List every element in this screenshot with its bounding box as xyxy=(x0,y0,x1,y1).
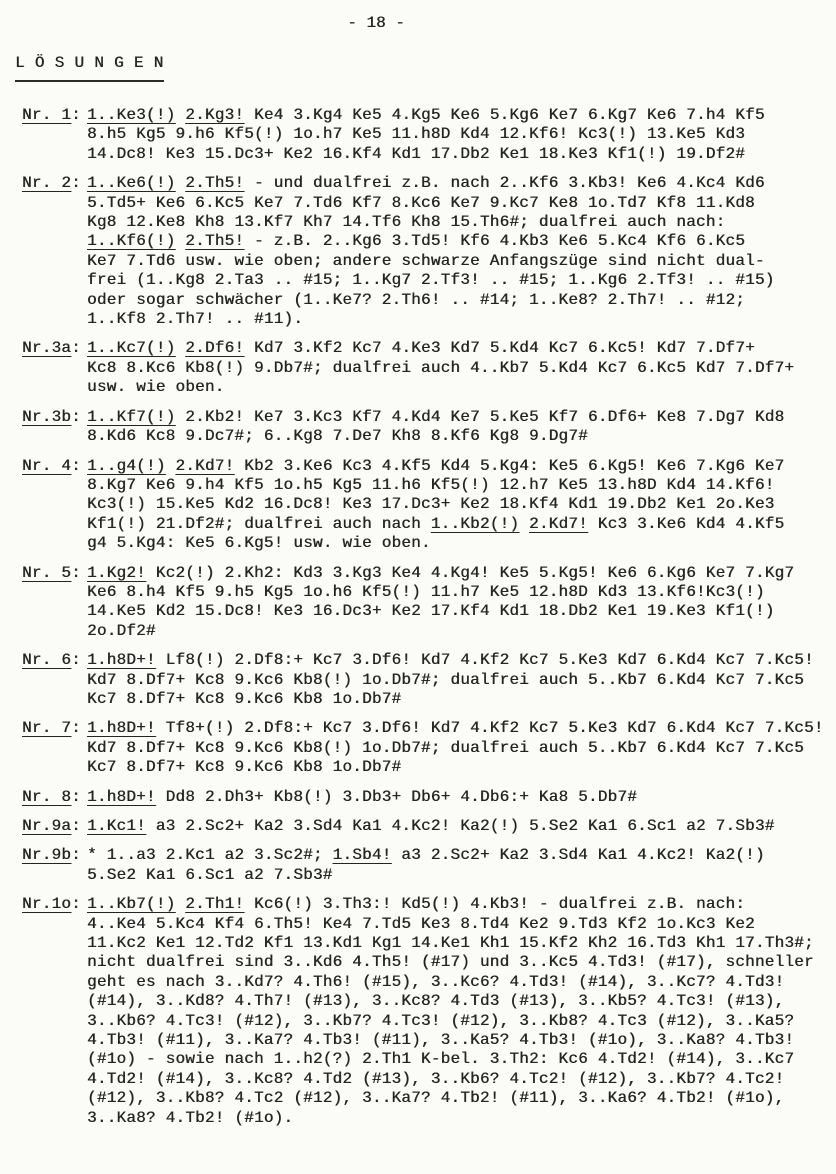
solution-line xyxy=(87,291,836,310)
move-text: Kc7 8.Df7+ Kc8 9.Kc6 Kb8 1o.Db7# xyxy=(87,758,402,777)
solution-line xyxy=(87,866,836,885)
move-text: Dd8 2.Dh3+ Kb8(!) 3.Db3+ Db6+ 4.Db6:+ Ka8 5.Db7# xyxy=(155,787,638,806)
key-move: 1.h8D+! xyxy=(87,651,156,670)
page-title: L Ö S U N G E N xyxy=(15,54,164,82)
solution-line xyxy=(87,622,836,641)
move-text: 4..Ke4 5.Kc4 Kf4 6.Th5! Ke4 7.Td5 Ke3 8.Td4 Ke2 9.Td3 Kf2 1o.Kc3 Ke2 xyxy=(87,914,755,933)
move-text: oder sogar schwächer (1..Ke7? 2.Th6! .. #14; 1..Ke8? 2.Th7! .. #12; xyxy=(87,290,746,309)
move-text: 5.Td5+ Ke6 6.Kc5 Ke7 7.Td6 Kf7 8.Kc6 Ke7 9.Kc7 Ke8 1o.Td7 Kf8 11.Kd8 xyxy=(87,193,755,212)
solution-line xyxy=(87,378,836,397)
section-label-text: Nr. 7 xyxy=(22,719,72,738)
move-text: a3 2.Sc2+ Ka2 3.Sd4 Ka1 4.Kc2! Ka2(!) 5.Se2 Ka1 6.Sc1 a2 7.Sb3# xyxy=(145,817,775,835)
solution-line xyxy=(87,1109,836,1128)
solution-line xyxy=(87,125,836,144)
solution-line xyxy=(87,1089,836,1108)
section-label: Nr. 1: xyxy=(22,106,81,124)
move-text: (#1o) - sowie nach 1..h2(?) 2.Th1 K-bel. 3.Th2: Kc6 4.Td2! (#14), 3..Kc7 xyxy=(87,1050,795,1069)
move-text: Ke6 8.h4 Kf5 9.h5 Kg5 1o.h6 Kf5(!) 11.h7 Ke5 12.h8D Kd3 13.Kf6!Kc3(!) xyxy=(87,582,765,601)
solution-section xyxy=(22,788,836,807)
move-text: 3..Kb6? 4.Tc3! (#12), 3..Kb7? 4.Tc3! (#12), 3..Kb8? 4.Tc3 (#12), 3..Ka5? xyxy=(87,1011,795,1030)
key-move: 2.Th1! xyxy=(185,895,245,914)
section-label-text: Nr. 1 xyxy=(22,106,72,124)
section-label: Nr.3a: xyxy=(22,339,81,358)
solution-line xyxy=(87,194,836,213)
solution-section xyxy=(22,174,836,329)
solution-line xyxy=(87,174,836,193)
solution-section xyxy=(22,564,836,642)
move-text xyxy=(175,106,185,124)
move-text: Kc8 8.Kc6 Kb8(!) 9.Db7#; dualfrei auch 4..Kb7 5.Kd4 Kc7 6.Kc5 Kd7 7.Df7+ xyxy=(87,358,795,377)
solution-line xyxy=(87,310,836,329)
key-move: 1.h8D+! xyxy=(87,787,156,806)
move-text: - z.B. 2..Kg6 3.Td5! Kf6 4.Kb3 Ke6 5.Kc4 Kf6 6.Kc5 xyxy=(244,232,746,251)
solution-line xyxy=(87,739,836,758)
solution-line xyxy=(87,817,836,836)
section-moves xyxy=(87,174,836,329)
solution-line xyxy=(87,953,836,972)
solution-line xyxy=(87,534,836,553)
solution-line xyxy=(87,359,836,378)
move-text xyxy=(175,339,185,357)
solution-section xyxy=(22,457,836,554)
move-text: Tf8+(!) 2.Df8:+ Kc7 3.Df6! Kd7 4.Kf2 Kc7 5.Ke3 Kd7 6.Kd4 Kc7 7.Kc5! xyxy=(155,719,824,738)
solution-line xyxy=(87,145,836,164)
key-move: 1..Kb2(!) xyxy=(430,514,520,533)
move-text: a3 2.Sc2+ Ka2 3.Sd4 Ka1 4.Kc2! Ka2(!) xyxy=(391,846,765,865)
key-move: 1..g4(!) xyxy=(87,456,166,475)
key-move: 2.Kd7! xyxy=(529,514,588,533)
key-move: 2.Kd7! xyxy=(175,456,235,475)
section-moves xyxy=(87,106,836,164)
section-label: Nr. 2: xyxy=(22,174,81,193)
move-text: frei (1..Kg8 2.Ta3 .. #15; 1..Kg7 2.Tf3! .. #15; 1..Kg6 2.Tf3! .. #15) xyxy=(87,271,775,290)
solution-section xyxy=(22,106,836,164)
solution-line xyxy=(87,973,836,992)
key-move: 1..Kf6(!) xyxy=(87,232,176,251)
move-text: Kd7 8.Df7+ Kc8 9.Kc6 Kb8(!) 1o.Db7#; dualfrei auch 5..Kb7 6.Kd4 Kc7 7.Kc5 xyxy=(87,670,804,689)
key-move: 1..Ke3(!) xyxy=(87,106,176,124)
section-label: Nr. 8: xyxy=(22,787,81,806)
key-move: 1..Kc7(!) xyxy=(87,339,176,358)
solution-line xyxy=(87,252,836,271)
solution-line xyxy=(87,106,836,125)
move-text: 14.Ke5 Kd2 15.Dc8! Ke3 16.Dc3+ Ke2 17.Kf4 Kd1 18.Db2 Ke1 19.Ke3 Kf1(!) xyxy=(87,602,775,621)
solution-line xyxy=(87,690,836,709)
section-label-text: Nr. 5 xyxy=(22,563,72,582)
key-move: 1..Kb7(!) xyxy=(87,895,176,914)
solution-line xyxy=(87,427,836,446)
section-label-text: Nr. 4 xyxy=(22,456,72,475)
section-moves xyxy=(87,846,836,885)
section-moves xyxy=(87,457,836,554)
solution-section xyxy=(22,651,836,709)
key-move: 1.Kg2! xyxy=(87,563,146,582)
solution-line xyxy=(87,671,836,690)
solution-line xyxy=(87,719,836,738)
move-text: 2.Kb2! Ke7 3.Kc3 Kf7 4.Kd4 Ke7 5.Ke5 Kf7 6.Df6+ Ke8 7.Dg7 Kd8 xyxy=(175,407,785,426)
solution-section xyxy=(22,817,836,836)
move-text: Kc3(!) 15.Ke5 Kd2 16.Dc8! Ke3 17.Dc3+ Ke2 18.Kf4 Kd1 19.Db2 Ke1 2o.Ke3 xyxy=(87,495,775,514)
solution-line xyxy=(87,934,836,953)
key-move: 2.Kg3! xyxy=(185,106,245,124)
move-text: 5.Se2 Ka1 6.Sc1 a2 7.Sb3# xyxy=(87,865,333,884)
solution-line xyxy=(87,339,836,358)
move-text: 8.h5 Kg5 9.h6 Kf5(!) 1o.h7 Ke5 11.h8D Kd4 12.Kf6! Kc3(!) 13.Ke5 Kd3 xyxy=(87,125,746,144)
move-text: Lf8(!) 2.Df8:+ Kc7 3.Df6! Kd7 4.Kf2 Kc7 5.Ke3 Kd7 6.Kd4 Kc7 7.Kc5! xyxy=(155,651,814,670)
solution-line xyxy=(87,1012,836,1031)
move-text: Kb2 3.Ke6 Kc3 4.Kf5 Kd4 5.Kg4: Ke5 6.Kg5! Ke6 7.Kg6 Ke7 xyxy=(234,456,785,475)
move-text: Kd7 3.Kf2 Kc7 4.Ke3 Kd7 5.Kd4 Kc7 6.Kc5! Kd7 7.Df7+ xyxy=(244,339,755,358)
move-text: 4.Tb3! (#11), 3..Ka7? 4.Tb3! (#11), 3..Ka5? 4.Tb3! (#1o), 3..Ka8? 4.Tb3! xyxy=(87,1031,795,1050)
move-text: 8.Kg7 Ke6 9.h4 Kf5 1o.h5 Kg5 11.h6 Kf5(!) 12.h7 Ke5 13.h8D Kd4 14.Kf6! xyxy=(87,475,775,494)
section-moves xyxy=(87,788,836,807)
section-moves xyxy=(87,817,836,836)
solution-line xyxy=(87,457,836,476)
solution-line xyxy=(87,992,836,1011)
solutions-list xyxy=(22,106,836,1138)
section-moves xyxy=(87,895,836,1128)
section-label-text: Nr.3a xyxy=(22,339,72,358)
section-label: Nr. 7: xyxy=(22,719,81,738)
move-text: g4 5.Kg4: Ke5 6.Kg5! usw. wie oben. xyxy=(87,534,431,553)
section-label-text: Nr.9a xyxy=(22,817,72,835)
move-text: 4.Td2! (#14), 3..Kc8? 4.Td2 (#13), 3..Kb6? 4.Tc2! (#12), 3..Kb7? 4.Tc2! xyxy=(87,1069,785,1088)
solution-section xyxy=(22,846,836,885)
move-text: 8.Kd6 Kc8 9.Dc7#; 6..Kg8 7.De7 Kh8 8.Kf6 Kg8 9.Dg7# xyxy=(87,427,588,446)
key-move: 1..Ke6(!) xyxy=(87,174,176,193)
move-text: Kc3 3.Ke6 Kd4 4.Kf5 xyxy=(587,514,785,533)
solution-line xyxy=(87,788,836,807)
key-move: 1.h8D+! xyxy=(87,719,156,738)
solution-section xyxy=(22,719,836,777)
move-text: 3..Ka8? 4.Tb2! (#1o). xyxy=(87,1108,294,1127)
solution-line xyxy=(87,232,836,251)
solution-line xyxy=(87,564,836,583)
key-move: 1..Kf7(!) xyxy=(87,407,176,426)
section-label-text: Nr. 8 xyxy=(22,787,72,806)
section-moves xyxy=(87,651,836,709)
section-label: Nr.1o: xyxy=(22,895,81,914)
key-move: 2.Df6! xyxy=(185,339,245,358)
section-label: Nr.9a: xyxy=(22,817,81,835)
solution-line xyxy=(87,495,836,514)
section-label: Nr. 5: xyxy=(22,563,81,582)
solution-line xyxy=(87,1050,836,1069)
move-text: geht es nach 3..Kd7? 4.Th6! (#15), 3..Kc6? 4.Td3! (#14), 3..Kc7? 4.Td3! xyxy=(87,972,785,991)
solution-line xyxy=(87,651,836,670)
section-moves xyxy=(87,408,836,447)
solution-line xyxy=(87,408,836,427)
page-number: - 18 - xyxy=(347,14,405,32)
section-label: Nr.9b: xyxy=(22,846,81,865)
key-move: 1.Kc1! xyxy=(87,817,146,835)
key-move: 2.Th5! xyxy=(185,174,245,193)
section-label-text: Nr.1o xyxy=(22,895,72,914)
move-text: nicht dualfrei sind 3..Kd6 4.Th5! (#17) und 3..Kc5 4.Td3! (#17), schneller xyxy=(87,953,814,972)
solution-line xyxy=(87,271,836,290)
solution-section xyxy=(22,408,836,447)
solution-line xyxy=(87,758,836,777)
solution-line xyxy=(87,895,836,914)
move-text: Kf1(!) 21.Df2#; dualfrei auch nach xyxy=(87,514,431,533)
move-text: Kc7 8.Df7+ Kc8 9.Kc6 Kb8 1o.Db7# xyxy=(87,689,402,708)
section-moves xyxy=(87,339,836,397)
solution-line xyxy=(87,1031,836,1050)
solution-line xyxy=(87,915,836,934)
move-text: Ke4 3.Kg4 Ke5 4.Kg5 Ke6 5.Kg6 Ke7 6.Kg7 Ke6 7.h4 Kf5 xyxy=(244,106,765,124)
solution-line xyxy=(87,602,836,621)
solution-section xyxy=(22,339,836,397)
section-label-text: Nr.9b xyxy=(22,846,72,865)
section-moves xyxy=(87,564,836,642)
move-text xyxy=(166,457,176,475)
key-move: 1.Sb4! xyxy=(332,846,392,865)
solution-line xyxy=(87,846,836,865)
move-text: Ke7 7.Td6 usw. wie oben; andere schwarze Anfangszüge sind nicht dual- xyxy=(87,251,765,270)
section-label-text: Nr.3b xyxy=(22,407,72,426)
section-label: Nr.3b: xyxy=(22,407,81,426)
section-label: Nr. 6: xyxy=(22,651,81,670)
move-text: 14.Dc8! Ke3 15.Dc3+ Ke2 16.Kf4 Kd1 17.Db2 Ke1 18.Ke3 Kf1(!) 19.Df2# xyxy=(87,144,746,163)
section-label-text: Nr. 6 xyxy=(22,651,72,670)
move-text: Kg8 12.Ke8 Kh8 13.Kf7 Kh7 14.Tf6 Kh8 15.Th6#; dualfrei auch nach: xyxy=(87,213,726,232)
solution-section xyxy=(22,895,836,1128)
solution-line xyxy=(87,1070,836,1089)
move-text: * 1..a3 2.Kc1 a2 3.Sc2#; xyxy=(87,846,333,865)
solution-line xyxy=(87,515,836,534)
section-moves xyxy=(87,719,836,777)
section-label: Nr. 4: xyxy=(22,456,81,475)
section-label-text: Nr. 2 xyxy=(22,174,72,193)
key-move: 2.Th5! xyxy=(185,232,245,251)
move-text: Kc6(!) 3.Th3:! Kd5(!) 4.Kb3! - dualfrei z.B. nach: xyxy=(244,895,746,914)
move-text: Kd7 8.Df7+ Kc8 9.Kc6 Kb8(!) 1o.Db7#; dualfrei auch 5..Kb7 6.Kd4 Kc7 7.Kc5 xyxy=(87,738,804,757)
solution-line xyxy=(87,476,836,495)
move-text xyxy=(175,232,185,250)
move-text: usw. wie oben. xyxy=(87,378,225,397)
move-text xyxy=(175,174,185,192)
move-text: (#12), 3..Kb8? 4.Tc2 (#12), 3..Ka7? 4.Tb2! (#11), 3..Ka6? 4.Tb2! (#1o), xyxy=(87,1089,785,1108)
move-text: (#14), 3..Kd8? 4.Th7! (#13), 3..Kc8? 4.Td3 (#13), 3..Kb5? 4.Tc3! (#13), xyxy=(87,992,785,1011)
move-text: - und dualfrei z.B. nach 2..Kf6 3.Kb3! Ke6 4.Kc4 Kd6 xyxy=(244,174,765,193)
move-text: 2o.Df2# xyxy=(87,621,156,640)
solution-line xyxy=(87,583,836,602)
solution-line xyxy=(87,213,836,232)
move-text: Kc2(!) 2.Kh2: Kd3 3.Kg3 Ke4 4.Kg4! Ke5 5.Kg5! Ke6 6.Kg6 Ke7 7.Kg7 xyxy=(145,563,795,582)
move-text: 11.Kc2 Ke1 12.Td2 Kf1 13.Kd1 Kg1 14.Ke1 Kh1 15.Kf2 Kh2 16.Td3 Kh1 17.Th3#; xyxy=(87,934,814,953)
move-text xyxy=(175,895,185,913)
move-text: 1..Kf8 2.Th7! .. #11). xyxy=(87,310,304,329)
move-text xyxy=(519,515,529,533)
